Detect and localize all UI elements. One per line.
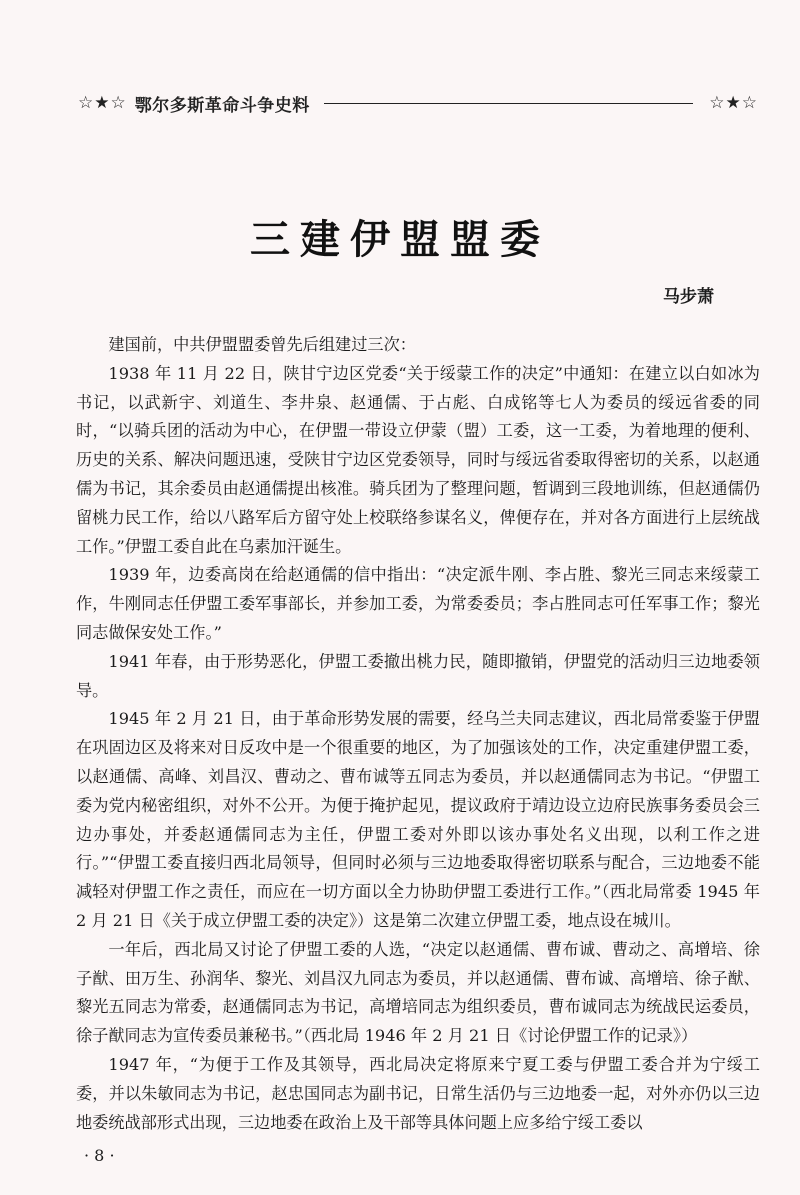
paragraph: 1939 年，边委高岗在给赵通儒的信中指出：“决定派牛刚、李占胜、黎光三同志来绥蒙工作，牛刚同志任伊盟工委军事部长，并参加工委，为常委委员；李占胜同志可任军事工作；黎光同志做保安处工作。” — [76, 565, 760, 642]
paragraph: 一年后，西北局又讨论了伊盟工委的人选，“决定以赵通儒、曹布诚、曹动之、高增培、徐子猷、田万生、孙润华、黎光、刘昌汉九同志为委员，并以赵通儒、曹布诚、高增培、徐子猷、黎光五同志为常委，赵通儒同志为书记，高增培同志为组织委员，曹布诚同志为统战民运委员，徐子猷同志为宣传委员兼秘书。”（西北局 1946 年 2 月 21 日《讨论伊盟工作的记录》） — [76, 939, 760, 1046]
series-title: 鄂尔多斯革命斗争史料 — [134, 95, 310, 116]
page-number: · 8 · — [84, 1146, 115, 1165]
paragraph: 1945 年 2 月 21 日，由于革命形势发展的需要，经乌兰夫同志建议，西北局常委鉴于伊盟在巩固边区及将来对日反攻中是一个很重要的地区，为了加强该处的工作，决定重建伊盟工委，以赵通儒、高峰、刘昌汉、曹动之、曹布诚等五同志为委员，并以赵通儒同志为书记。“伊盟工委为党内秘密组织，对外不公开。为便于掩护起见，提议政府于靖边设立边府民族事务委员会三边办事处，并委赵通儒同志为主任，伊盟工委对外即以该办事处名义出现，以利工作之进行。”“伊盟工委直接归西北局领导，但同时必须与三边地委取得密切联系与配合，三边地委不能减轻对伊盟工作之责任，而应在一切方面以全力协助伊盟工委进行工作。”（西北局常委 1945 年 2 月 21 日《关于成立伊盟工委的决定》）这是第二次建立伊盟工委，地点设在城川。 — [76, 709, 760, 930]
paragraph: 1938 年 11 月 22 日，陕甘宁边区党委“关于绥蒙工作的决定”中通知：在建立以白如冰为书记，以武新宇、刘道生、李井泉、赵通儒、于占彪、白成铭等七人为委员的绥远省委的同时，“以骑兵团的活动为中心，在伊盟一带设立伊蒙（盟）工委，这一工委，为着地理的便利、历史的关系、解决问题迅速，受陕甘宁边区党委领导，同时与绥远省委取得密切的关系，以赵通儒为书记，其余委员由赵通儒提出核准。骑兵团为了整理问题，暂调到三段地训练，但赵通儒仍留桃力民工作，给以八路军后方留守处上校联络参谋名义，俾便存在，并对各方面进行上层统战工作。”伊盟工委自此在乌素加汗诞生。 — [76, 363, 760, 556]
article-author: 马步萧 — [663, 287, 714, 307]
paragraph: 建国前，中共伊盟盟委曾先后组建过三次： — [108, 335, 416, 354]
header-rule — [324, 103, 694, 104]
star-ornament-right: ☆★☆ — [709, 93, 758, 113]
star-ornament-left: ☆★☆ — [78, 93, 127, 113]
paragraph: 1947 年，“为便于工作及其领导，西北局决定将原来宁夏工委与伊盟工委合并为宁绥工委，并以朱敏同志为书记，赵忠国同志为副书记，日常生活仍与三边地委一起，对外亦仍以三边地委统战部形式出现，三边地委在政治上及干部等具体问题上应多给宁绥工委以 — [76, 1054, 760, 1132]
article-body — [76, 331, 760, 1137]
running-header — [78, 90, 758, 116]
article-title: 三建伊盟盟委 — [250, 216, 550, 263]
paragraph: 1941 年春，由于形势恶化，伊盟工委撤出桃力民，随即撤销，伊盟党的活动归三边地委领导。 — [76, 651, 760, 700]
